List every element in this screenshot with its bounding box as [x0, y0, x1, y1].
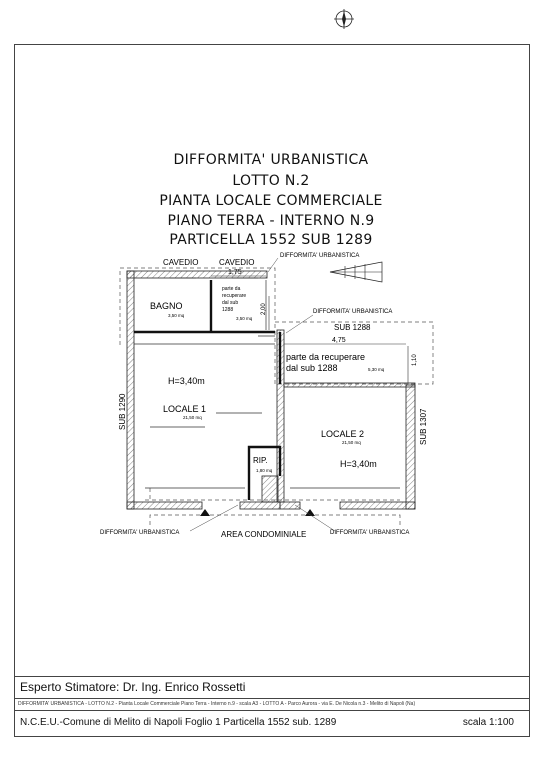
- bagno-area: 3,50 mq: [168, 313, 185, 318]
- rip-label: RIP.: [253, 456, 268, 465]
- footer-nceu: N.C.E.U.-Comune di Melito di Napoli Foglio 1 Particella 1552 sub. 1289: [20, 717, 337, 728]
- dim-175-label: 1,75: [228, 269, 242, 276]
- title-line-4: PIANO TERRA - INTERNO N.9: [167, 213, 375, 229]
- title-line-1: DIFFORMITA' URBANISTICA: [173, 152, 369, 168]
- recupero-big-line-2: dal sub 1288: [286, 363, 338, 373]
- height-left-label: H=3,40m: [168, 376, 205, 386]
- recupero-big-area: 5,30 mq: [368, 367, 385, 372]
- locale2-label: LOCALE 2: [321, 429, 365, 439]
- dim-110-label: 1,10: [412, 354, 418, 366]
- north-arrow-icon: [330, 262, 382, 282]
- footer-nceu-row: [14, 710, 530, 737]
- footer-scale: scala 1:100: [462, 717, 514, 728]
- difformita-lines: [134, 280, 280, 500]
- dim-200-label: 2,00: [261, 303, 267, 315]
- dim-475-label: 4,75: [332, 337, 346, 344]
- cavedio-left-label: CAVEDIO: [163, 258, 199, 267]
- title-line-2: LOTTO N.2: [232, 173, 310, 189]
- title-line-3: PIANTA LOCALE COMMERCIALE: [159, 193, 383, 209]
- bagno-label: BAGNO: [150, 301, 183, 311]
- recupero-small-line-2: recuperare: [222, 293, 247, 299]
- recupero-small-line-1: parte da: [222, 286, 241, 292]
- cavedio-right-label: CAVEDIO: [219, 258, 255, 267]
- difformita-bottom-left-label: DIFFORMITA' URBANISTICA: [100, 530, 180, 536]
- footer-esperto: Esperto Stimatore: Dr. Ing. Enrico Rossetti: [14, 676, 530, 698]
- recupero-big-line-1: parte da recuperare: [286, 352, 366, 362]
- area-condominiale-label: AREA CONDOMINIALE: [221, 530, 307, 539]
- difformita-top-label: DIFFORMITA' URBANISTICA: [280, 253, 360, 259]
- locale1-area: 21,50 mq: [183, 415, 202, 420]
- sub-1288-label: SUB 1288: [334, 323, 371, 332]
- difformita-mid-label: DIFFORMITA' URBANISTICA: [313, 309, 393, 315]
- recupero-small-line-4: 1288: [222, 307, 234, 313]
- footer-small-caption: DIFFORMITA' URBANISTICA - LOTTO N.2 - Pianta Locale Commerciale Piano Terra - Interno n.9 - scala A3 - LOTTO A - Parco Aurora - via E. De Nicola n.3 - Melito di Napoli (Na): [14, 698, 530, 710]
- rip-area: 1,80 mq: [256, 468, 273, 473]
- sub-1307-label: SUB 1307: [419, 408, 428, 445]
- recupero-small-line-3: dal sub: [222, 300, 239, 306]
- title-line-5: PARTICELLA 1552 SUB 1289: [169, 232, 373, 248]
- difformita-bottom-right-label: DIFFORMITA' URBANISTICA: [330, 530, 410, 536]
- sub-1290-label: SUB 1290: [118, 393, 127, 430]
- height-right-label: H=3,40m: [340, 459, 377, 469]
- locale1-label: LOCALE 1: [163, 404, 207, 414]
- recupero-small-area: 3,50 mq: [236, 316, 253, 321]
- locale2-area: 21,50 mq: [342, 440, 361, 445]
